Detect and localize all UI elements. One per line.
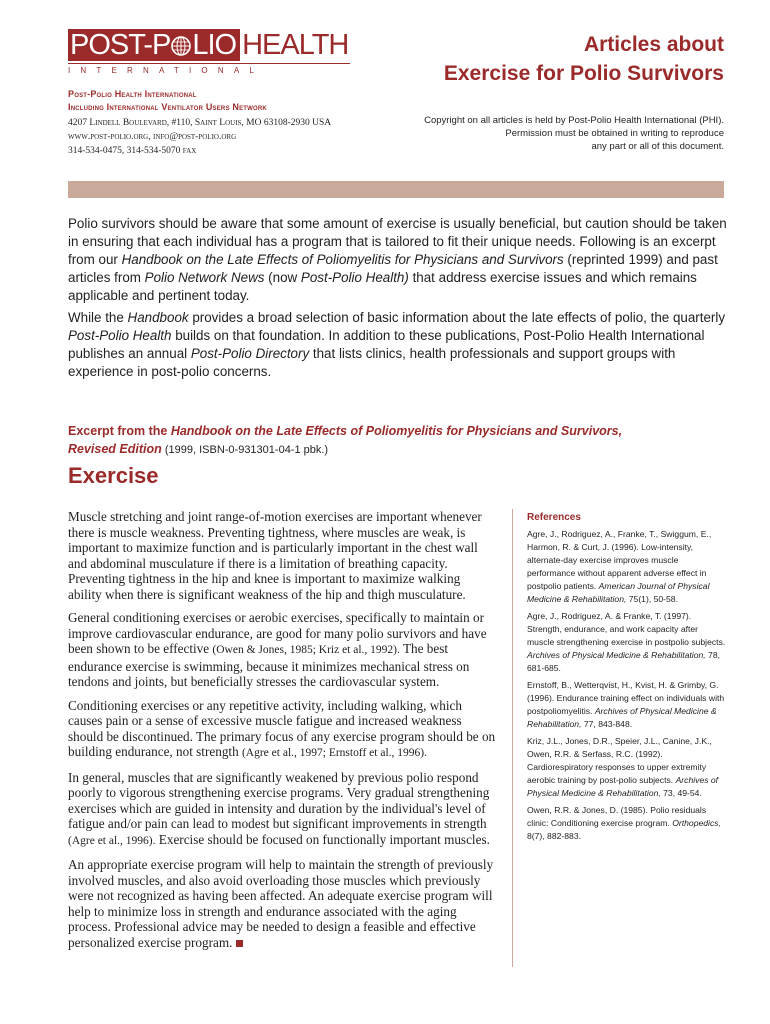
logo-subtitle: INTERNATIONAL bbox=[68, 66, 265, 75]
contact-block bbox=[68, 116, 331, 158]
article-paragraph-2: General conditioning exercises or aerobic exercises, specifically to maintain or improve cardiovascular endurance, are good for many polio survivors and have been shown to be effective (Owen & Jones, 1985; Kriz et al., 1992). The best endurance exercise is swimming, because it minimizes mechanical stress on tendons and joints, but beneficially stresses the cardiovascular system. bbox=[68, 610, 487, 689]
copyright-line-3: any part or all of this document. bbox=[591, 141, 724, 152]
copyright-line-2: Permission must be obtained in writing to reproduce bbox=[505, 128, 724, 139]
logo-health: HEALTH bbox=[242, 29, 349, 61]
end-mark-icon bbox=[236, 940, 243, 947]
copyright-notice bbox=[394, 114, 724, 153]
org-phone: 314-534-0475, 314-534-5070 fax bbox=[68, 146, 197, 156]
intro-paragraph-1: Polio survivors should be aware that some amount of exercise is usually beneficial, but caution should be taken in ensuring that each individual has a program that is tailored to fit their unique needs. Following is an excerpt from our Handbook on the Late Effects of Poliomyelitis for Physicians and Survivors (reprinted 1999) and past articles from Polio Network News (now Post-Polio Health) that address exercise issues and which remains applicable and pertinent today. bbox=[68, 216, 727, 303]
reference-item: Kriz, J.L., Jones, D.R., Speier, J.L., Canine, J.K., Owen, R.R. & Serfass, R.C. (1992). Cardiorespiratory responses to upper extremity aerobic training by post-polio subjects. Archives of Physical Medicine & Rehabilitation, 73, 49-54. bbox=[527, 736, 719, 798]
org-name: Post-Polio Health International bbox=[68, 89, 197, 99]
document-title bbox=[444, 30, 724, 88]
org-block bbox=[68, 88, 267, 114]
logo-wordmark bbox=[68, 30, 350, 60]
globe-icon bbox=[170, 35, 192, 57]
main-article bbox=[68, 509, 496, 958]
column-divider bbox=[512, 509, 513, 967]
intro bbox=[68, 215, 728, 385]
intro-paragraph-2: While the Handbook provides a broad selection of basic information about the late effects of polio, the quarterly Post-Polio Health builds on that foundation. In addition to these publications, Post-Polio Health International publishes an annual Post-Polio Directory that lists clinics, health professionals and support groups with experience in post-polio concerns. bbox=[68, 310, 726, 379]
article-paragraph-4: In general, muscles that are significantly weakened by previous polio respond poorly to vigorous strengthening exercise programs. Very gradual strengthening exercises which are guided in intensity and duration by the individual's level of fatigue and/or pain can lead to modest but significant improvements in strength (Agre et al., 1996). Exercise should be focused on functionally important muscles. bbox=[68, 769, 490, 847]
copyright-line-1: Copyright on all articles is held by Post-Polio Health International (PHI). bbox=[424, 115, 724, 126]
title-line-1: Articles about bbox=[583, 33, 724, 56]
excerpt-source: Excerpt from the Handbook on the Late Effects of Poliomyelitis for Physicians and Survivors, Revised Edition (1999, ISBN-0-931301-04-1 pbk.) bbox=[68, 424, 623, 456]
title-line-2: Exercise for Polio Survivors bbox=[443, 62, 724, 85]
article-paragraph-1: Muscle stretching and joint range-of-motion exercises are important whenever there is muscle weakness. Preventing tightness, where muscles are weak, is important to maximize function and is particularly important in the chest wall and abdominal musculature if there is a limitation of breathing capacity. Preventing tightness in the hip and knee is important to maximize walking ability when there is significant weakness of the hip and thigh musculature. bbox=[68, 509, 482, 602]
logo-rule bbox=[68, 63, 350, 64]
logo bbox=[68, 30, 350, 76]
org-subtitle: Including International Ventilator Users Network bbox=[68, 102, 267, 112]
header-divider-band bbox=[68, 181, 724, 198]
reference-item: Agre, J., Rodriguez, A., Franke, T., Swiggum, E., Harmon, R. & Curt, J. (1996). Low-intensity, alternate-day exercise improves muscle performance without apparent adverse effect in postpolio patients. American Journal of Physical Medicine & Rehabilitation, 75(1), 50-58. bbox=[527, 529, 712, 604]
reference-item: Ernstoff, B., Wetterqvist, H., Kvist, H. & Grimby, G. (1996). Endurance training effect on individuals with postpoliomyelitis. Archives of Physical Medicine & Rehabilitation, 77, 843-848. bbox=[527, 680, 725, 729]
reference-item: Agre, J., Rodriguez, A. & Franke, T. (1997). Strength, endurance, and work capacity after muscle strengthening exercise in postpolio subjects. Archives of Physical Medicine & Rehabilitation, 78, 681-685. bbox=[527, 611, 726, 673]
logo-post-polio: POST-P LIO bbox=[68, 29, 240, 61]
article-paragraph-3: Conditioning exercises or any repetitive activity, including walking, which causes pain or a sense of excessive muscle fatigue and increased weakness should be discontinued. The primary focus of any exercise program should be on building endurance, not strength (Agre et al., 1997; Ernstoff et al., 1996). bbox=[68, 697, 496, 759]
org-web: www.post-polio.org, info@post-polio.org bbox=[68, 132, 237, 142]
article-paragraph-5: An appropriate exercise program will help to maintain the strength of previously involved muscles, and also avoid overloading those muscles which previously were not recognized as having been affected. An adequate exercise program will help to minimize loss in strength and endurance associated with the aging process. Professional advice may be needed to design a feasible and effective personalized exercise program. bbox=[68, 857, 494, 950]
references bbox=[527, 511, 727, 847]
section-heading: Exercise bbox=[68, 463, 159, 488]
reference-item: Owen, R.R. & Jones, D. (1985). Polio residuals clinic: Conditioning exercise program. Orthopedics, 8(7), 882-883. bbox=[527, 805, 721, 841]
org-address: 4207 Lindell Boulevard, #110, Saint Louis, MO 63108-2930 USA bbox=[68, 118, 332, 128]
references-heading: References bbox=[527, 512, 581, 523]
